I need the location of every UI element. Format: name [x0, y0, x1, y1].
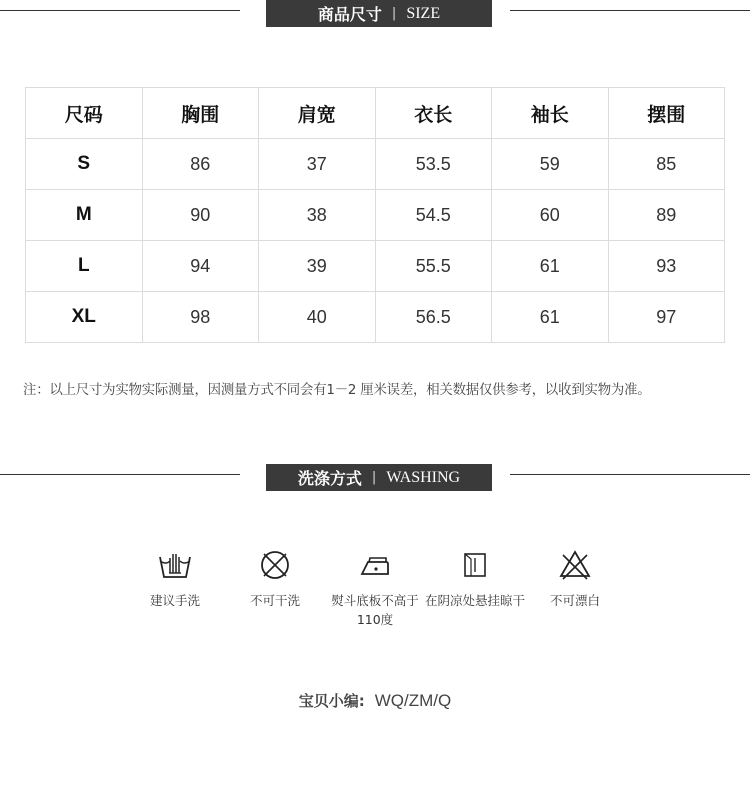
washing-title-cn: 洗涤方式	[297, 469, 362, 488]
header-hem: 摆围	[608, 88, 725, 139]
table-cell: 56.5	[375, 292, 492, 343]
table-cell: 89	[608, 190, 725, 241]
editor-value: WQ/ZM/Q	[374, 691, 452, 710]
size-table	[25, 87, 725, 343]
table-cell: 39	[259, 241, 376, 292]
table-cell: 38	[259, 190, 376, 241]
hand-wash-icon	[157, 548, 193, 582]
care-label: 不可漂白	[549, 593, 600, 608]
header-shoulder: 肩宽	[259, 88, 376, 139]
table-cell: 61	[492, 292, 609, 343]
care-item-hand-wash	[125, 548, 225, 610]
size-cell: S	[26, 139, 143, 190]
table-cell: 55.5	[375, 241, 492, 292]
table-cell: 59	[492, 139, 609, 190]
washing-title-divider: |	[371, 470, 377, 485]
line-dry-shade-icon	[457, 548, 493, 582]
washing-section-banner	[266, 464, 492, 491]
table-cell: 60	[492, 190, 609, 241]
measurement-note: 注：以上尺寸为实物实际测量，因测量方式不同会有1－2 厘米误差，相关数据仅供参考，以收到实物为准。	[23, 383, 651, 398]
size-title-divider: |	[391, 6, 397, 21]
editor-credit	[0, 690, 750, 711]
size-cell: L	[26, 241, 143, 292]
washing-right-rule	[510, 474, 750, 475]
table-cell: 53.5	[375, 139, 492, 190]
size-section-banner	[266, 0, 492, 27]
table-cell: 98	[142, 292, 259, 343]
table-row	[26, 292, 725, 343]
table-cell: 94	[142, 241, 259, 292]
table-cell: 61	[492, 241, 609, 292]
size-cell: M	[26, 190, 143, 241]
iron-low-temp-icon	[357, 548, 393, 582]
size-right-rule	[510, 10, 750, 11]
size-cell: XL	[26, 292, 143, 343]
table-cell: 37	[259, 139, 376, 190]
header-length: 衣长	[375, 88, 492, 139]
table-cell: 85	[608, 139, 725, 190]
size-table-header-row	[26, 88, 725, 139]
table-row	[26, 139, 725, 190]
no-bleach-icon	[557, 548, 593, 582]
washing-left-rule	[0, 474, 240, 475]
table-row	[26, 241, 725, 292]
header-sleeve: 袖长	[492, 88, 609, 139]
table-cell: 86	[142, 139, 259, 190]
care-item-no-bleach	[525, 548, 625, 610]
table-cell: 54.5	[375, 190, 492, 241]
header-size: 尺码	[26, 88, 143, 139]
table-cell: 40	[259, 292, 376, 343]
table-cell: 93	[608, 241, 725, 292]
editor-label: 宝贝小编:	[298, 692, 365, 710]
header-chest: 胸围	[142, 88, 259, 139]
care-item-line-dry	[425, 548, 525, 610]
care-label: 不可干洗	[249, 593, 300, 608]
care-label: 在阴凉处悬挂晾干	[425, 593, 526, 608]
care-label: 熨斗底板不高于110度	[331, 593, 419, 627]
size-title-en: SIZE	[406, 4, 441, 22]
no-dry-clean-icon	[257, 548, 293, 582]
table-cell: 90	[142, 190, 259, 241]
care-item-iron	[325, 548, 425, 629]
washing-title-en: WASHING	[386, 468, 461, 486]
care-item-no-dry-clean	[225, 548, 325, 610]
size-left-rule	[0, 10, 240, 11]
care-label: 建议手洗	[149, 593, 200, 608]
table-cell: 97	[608, 292, 725, 343]
table-row	[26, 190, 725, 241]
size-title-cn: 商品尺寸	[317, 5, 382, 24]
